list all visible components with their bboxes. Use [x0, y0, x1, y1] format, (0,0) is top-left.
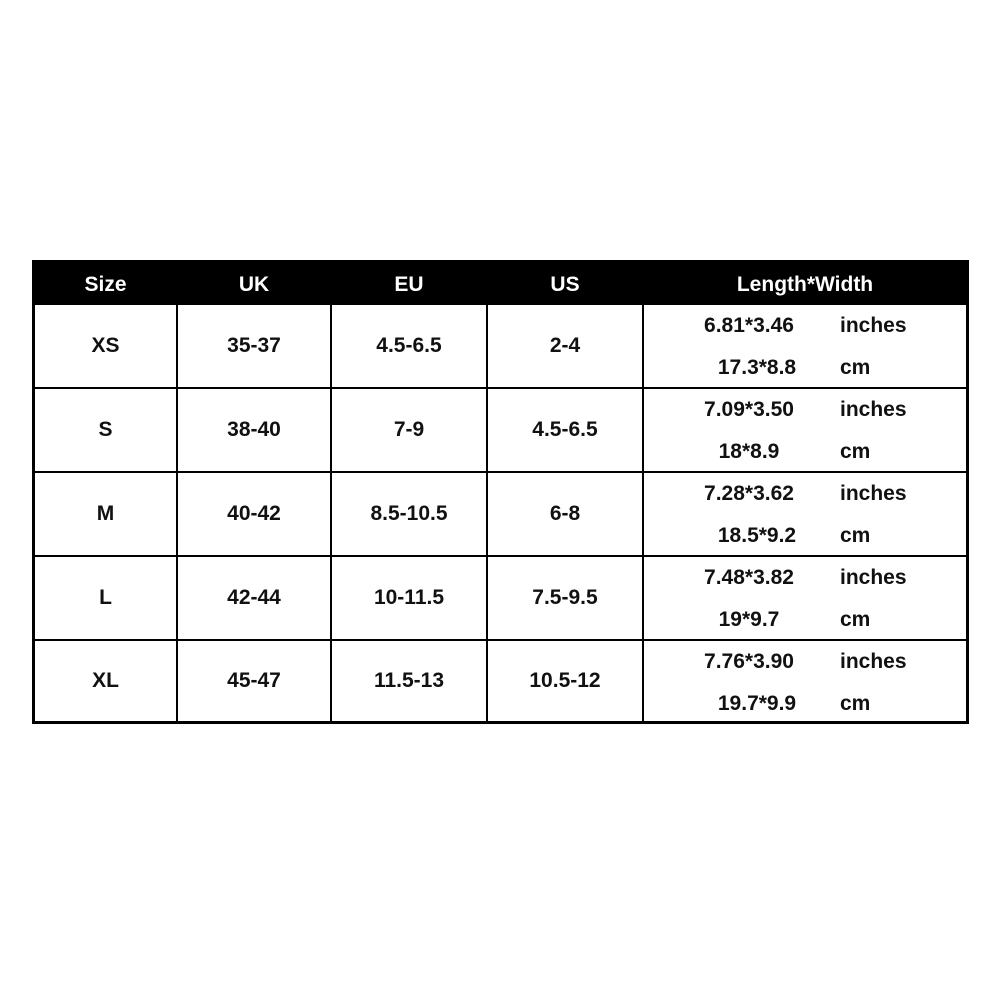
inches-line: [644, 398, 966, 424]
cm-line: [644, 356, 966, 382]
inches-line: [644, 482, 966, 508]
cm-value: 18.5*9.2: [717, 524, 797, 547]
inches-value: 6.81*3.46: [704, 314, 794, 337]
us-cell: 10.5-12: [529, 669, 601, 692]
inches-unit: inches: [840, 566, 907, 589]
eu-cell: 11.5-13: [373, 669, 445, 692]
inches-unit: inches: [840, 398, 907, 421]
uk-cell: 38-40: [227, 418, 281, 441]
us-cell: 6-8: [549, 502, 581, 525]
uk-cell: 40-42: [227, 502, 281, 525]
table-row: [35, 557, 966, 641]
size-cell: L: [99, 586, 112, 609]
inches-line: [644, 650, 966, 676]
eu-cell: 7-9: [393, 418, 425, 441]
table-row: [35, 473, 966, 557]
table-row: [35, 305, 966, 389]
cm-line: [644, 608, 966, 634]
cm-value: 17.3*8.8: [717, 356, 797, 379]
cm-unit: cm: [840, 356, 871, 379]
header-length-width: Length*Width: [736, 273, 874, 296]
inches-line: [644, 566, 966, 592]
inches-value: 7.28*3.62: [704, 482, 794, 505]
column-divider: [642, 305, 644, 721]
column-divider: [486, 305, 488, 721]
size-cell: XL: [92, 669, 119, 692]
inches-value: 7.48*3.82: [704, 566, 794, 589]
inches-unit: inches: [840, 314, 907, 337]
inches-line: [644, 314, 966, 340]
uk-cell: 35-37: [227, 334, 281, 357]
cm-value: 19*9.7: [718, 608, 780, 631]
header-size: Size: [84, 273, 127, 296]
eu-cell: 10-11.5: [373, 586, 445, 609]
size-cell: XS: [91, 334, 120, 357]
size-cell: M: [96, 502, 115, 525]
header-uk: UK: [238, 273, 270, 296]
table-header-row: [35, 263, 966, 305]
column-divider: [330, 305, 332, 721]
cm-unit: cm: [840, 692, 871, 715]
cm-unit: cm: [840, 524, 871, 547]
inches-unit: inches: [840, 650, 907, 673]
us-cell: 4.5-6.5: [532, 418, 598, 441]
cm-line: [644, 692, 966, 718]
inches-value: 7.09*3.50: [704, 398, 794, 421]
cm-line: [644, 524, 966, 550]
inches-unit: inches: [840, 482, 907, 505]
us-cell: 2-4: [549, 334, 581, 357]
eu-cell: 4.5-6.5: [376, 334, 442, 357]
header-us: US: [550, 273, 580, 296]
column-divider: [176, 305, 178, 721]
cm-line: [644, 440, 966, 466]
table-row: [35, 389, 966, 473]
inches-value: 7.76*3.90: [704, 650, 794, 673]
uk-cell: 45-47: [227, 669, 281, 692]
us-cell: 7.5-9.5: [532, 586, 598, 609]
header-eu: EU: [394, 273, 424, 296]
uk-cell: 42-44: [227, 586, 281, 609]
eu-cell: 8.5-10.5: [370, 502, 448, 525]
cm-value: 18*8.9: [718, 440, 780, 463]
cm-unit: cm: [840, 608, 871, 631]
table-row: [35, 641, 966, 721]
cm-value: 19.7*9.9: [717, 692, 797, 715]
size-chart-table: [32, 260, 969, 724]
cm-unit: cm: [840, 440, 871, 463]
size-cell: S: [98, 418, 113, 441]
